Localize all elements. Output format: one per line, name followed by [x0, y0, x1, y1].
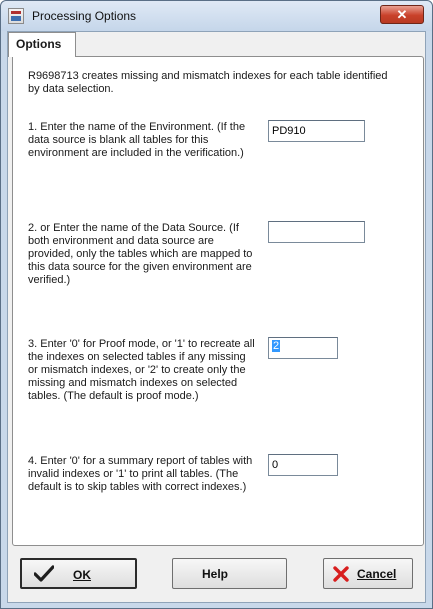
help-label: Help	[202, 567, 229, 581]
help-button[interactable]	[172, 558, 287, 589]
cancel-x-icon	[333, 566, 349, 582]
title-bar[interactable]	[1, 1, 432, 31]
app-icon	[8, 8, 24, 24]
option-4-prompt: 4. Enter '0' for a summary report of tables with invalid indexes or '1' to print all tables. (The default is to skip tables with correct indexes.)	[28, 455, 253, 493]
ok-label: OK	[73, 568, 91, 582]
tab-options[interactable]: Options	[8, 32, 76, 57]
window-title: Processing Options	[32, 9, 137, 23]
cancel-button[interactable]	[323, 558, 413, 589]
option-2-prompt: 2. or Enter the name of the Data Source. (If both environment and data source are provided, only the tables which are mapped to this data source for the given environment are verified.)	[28, 222, 253, 286]
environment-input[interactable]	[268, 120, 365, 142]
mode-input-selected-value: 2	[273, 340, 280, 352]
mode-input[interactable]	[268, 337, 338, 359]
option-1-prompt: 1. Enter the name of the Environment. (If the data source is blank all tables for this environment are included in the verification.)	[28, 121, 246, 159]
description-text: R9698713 creates missing and mismatch indexes for each table identified by data selection.	[28, 70, 388, 95]
option-3-prompt: 3. Enter '0' for Proof mode, or '1' to recreate all the indexes on selected tables if any missing or mismatch indexes, or '2' to create only the missing and mismatch indexes on selected tables. (The default is proof mode.)	[28, 338, 255, 402]
checkmark-icon	[34, 565, 54, 583]
close-button[interactable]: ✕	[380, 5, 424, 24]
ok-button[interactable]	[20, 558, 137, 589]
report-type-input[interactable]	[268, 454, 338, 476]
data-source-input[interactable]	[268, 221, 365, 243]
cancel-label: Cancel	[357, 567, 397, 581]
